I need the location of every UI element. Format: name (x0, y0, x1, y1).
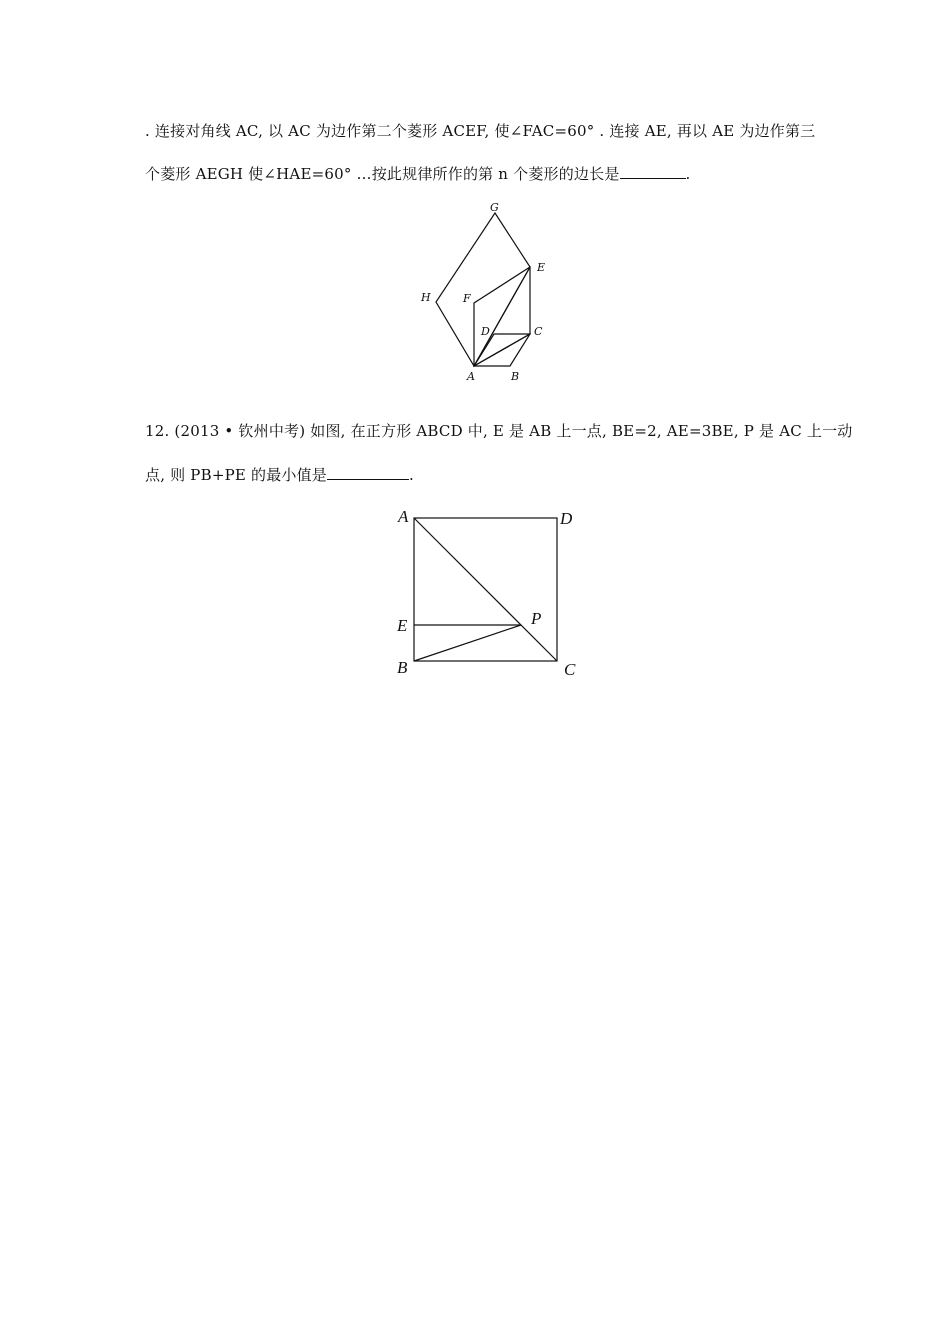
problem12-line2-text: 点, 则 PB+PE 的最小值是 (145, 466, 327, 484)
label-g: G (490, 201, 499, 214)
label-e: E (537, 261, 546, 274)
label-b: B (397, 658, 408, 677)
problem11-line2-text: 个菱形 AEGH 使∠HAE=60° …按此规律所作的第 n 个菱形的边长是 (145, 165, 620, 183)
label-b: B (511, 370, 520, 383)
label-a: A (467, 370, 475, 383)
problem12-period: . (409, 466, 414, 484)
label-e: E (397, 616, 408, 635)
problem11-line1-text: . 连接对角线 AC, 以 AC 为边作第二个菱形 ACEF, 使∠FAC=60° . 连接 AE, 再以 AE 为边作第三 (145, 122, 816, 140)
label-d: D (481, 325, 490, 338)
label-p: P (531, 609, 542, 628)
label-c: C (564, 660, 576, 679)
problem11-period: . (685, 165, 691, 183)
problem12-line1-text: 12. (2013 • 钦州中考) 如图, 在正方形 ABCD 中, E 是 AB 上一点, BE=2, AE=3BE, P 是 AC 上一动 (145, 422, 853, 440)
segment-bp (414, 625, 521, 661)
diagonal-ac (414, 518, 557, 661)
label-f: F (463, 292, 471, 305)
label-h: H (421, 291, 431, 304)
label-c: C (534, 325, 543, 338)
label-a: A (398, 507, 409, 526)
label-d: D (560, 509, 573, 528)
